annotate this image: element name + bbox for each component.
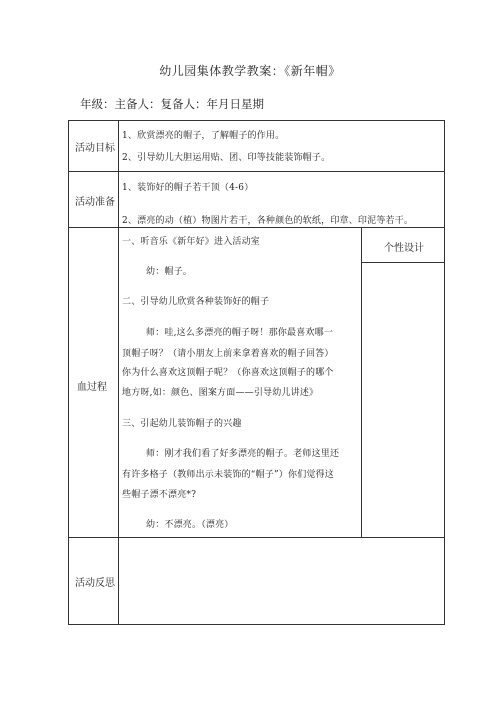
- row-label-process: 血过程: [77, 382, 107, 393]
- process-line: 幼：帽子。: [146, 267, 193, 277]
- process-line: 有许多格子（教师出示未装饰的“帽子”）你们觉得这: [122, 470, 335, 480]
- meta-line: 年级：主备人：复备人：年月日星期: [80, 97, 264, 111]
- process-line: 地方呀,如：颜色、图案方面——引导幼儿讲述》: [122, 388, 319, 398]
- process-line: 一、听音乐《新年好》进入活动室: [122, 237, 261, 247]
- process-line: 师：刚才我们看了好多漂亮的帽子。老师这里还: [146, 449, 340, 459]
- side-column-divider: [361, 227, 362, 537]
- process-line: 你为什么喜欢这顶帽子呢？（你喜欢这顶帽子的哪个: [122, 368, 334, 378]
- row-label-prep: 活动准备: [75, 197, 115, 208]
- table-border-top: [68, 120, 445, 121]
- side-header-personal-design: 个性设计: [384, 243, 424, 254]
- process-line: 幼：不漂亮。（漂亮）: [146, 520, 234, 530]
- side-header-divider: [361, 262, 445, 263]
- row-divider: [68, 227, 445, 228]
- process-line: 些帽子漂不漂亮*?: [122, 490, 197, 500]
- page-title: 幼儿园集体教学教案：《新年帽》: [159, 64, 341, 78]
- process-line: 二、引导幼儿欣赏各种装饰好的帽子: [122, 297, 270, 307]
- process-line: 顶帽子呀？（请小朋友上前来拿着喜欢的帽子回答）: [122, 349, 334, 359]
- row-label-goal: 活动目标: [75, 143, 115, 154]
- process-line: 三、引起幼儿装饰帽子的兴趣: [122, 419, 242, 429]
- table-border-left: [68, 120, 69, 625]
- row-label-reflect: 活动反思: [75, 578, 115, 589]
- row-divider: [68, 171, 445, 172]
- label-column-divider: [118, 120, 119, 625]
- prep-line: 1、装饰好的帽子若干顶（4-6）: [122, 183, 254, 193]
- table-border-bottom: [68, 624, 445, 625]
- goal-line: 2、引导幼儿大胆运用贴、团、印等技能装饰帽子。: [122, 153, 331, 163]
- goal-line: 1、欣赏漂亮的帽子，了解帽子的作用。: [122, 131, 285, 141]
- row-divider: [68, 537, 445, 538]
- table-border-right: [444, 120, 445, 625]
- prep-line: 2、漂亮的动（植）物图片若干，各种颜色的软纸，印章、印泥等若干。: [122, 216, 414, 226]
- process-line: 师：哇,这么多漂亮的帽子呀！那你最喜欢哪一: [146, 328, 334, 338]
